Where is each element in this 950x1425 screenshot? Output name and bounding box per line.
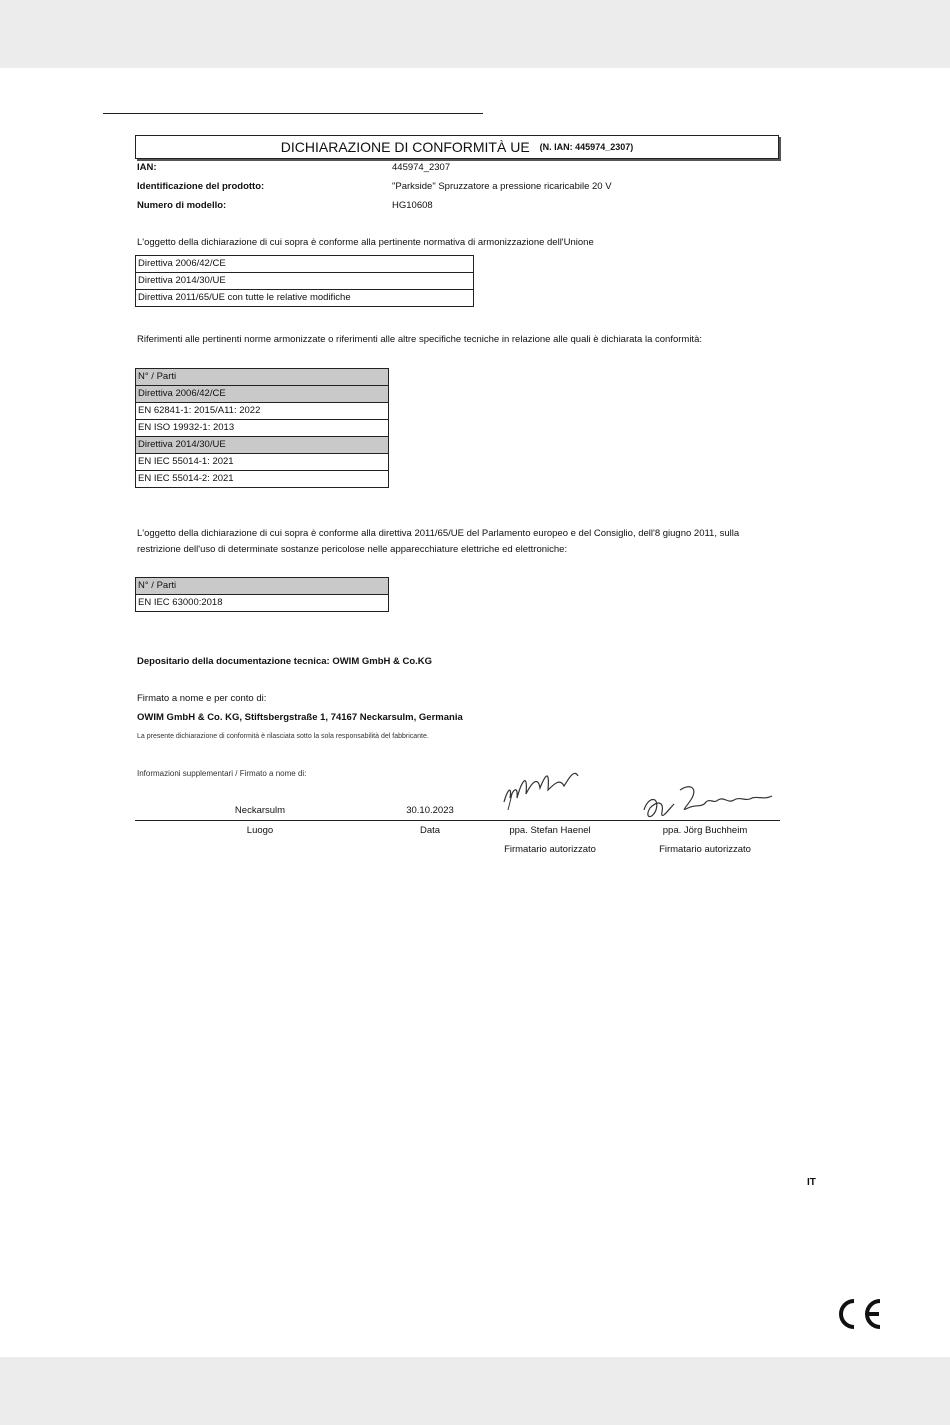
bottom-band <box>0 1357 950 1425</box>
table-cell: Direttiva 2006/42/CE <box>136 256 474 273</box>
language-code: IT <box>807 1177 816 1188</box>
declaration-title-box <box>135 135 779 159</box>
signer-1-role: Firmatario autorizzato <box>504 844 596 855</box>
date-label: Data <box>419 825 441 836</box>
signer-2-role: Firmatario autorizzato <box>659 844 751 855</box>
signer-2-name: ppa. Jörg Buchheim <box>662 825 748 836</box>
signature-2 <box>640 778 780 826</box>
table-row <box>136 437 389 454</box>
table-cell: Direttiva 2011/65/UE con tutte le relative modifiche <box>136 290 474 307</box>
product-id-label: Identificazione del prodotto: <box>137 181 265 192</box>
signature-line <box>135 820 780 821</box>
table-cell: N° / Parti <box>136 369 389 386</box>
table-row <box>136 256 474 273</box>
table-row <box>136 386 389 403</box>
table-row <box>136 369 389 386</box>
table-cell: N° / Parti <box>136 578 389 595</box>
standards-table <box>135 368 389 488</box>
additional-info-label: Informazioni supplementari / Firmato a nome di: <box>137 769 307 778</box>
declaration-title: DICHIARAZIONE DI CONFORMITÀ UE <box>280 139 530 155</box>
table-row <box>136 578 389 595</box>
table-cell: Direttiva 2014/30/UE <box>136 437 389 454</box>
table-row <box>136 454 389 471</box>
standards-intro-text: Riferimenti alle pertinenti norme armonizzate o riferimenti alle altre specifiche tecniche in relazione alle quali è dichiarata la conformità: <box>137 334 702 345</box>
table-cell: EN IEC 63000:2018 <box>136 595 389 612</box>
model-number-label: Numero di modello: <box>137 200 227 211</box>
ian-label: IAN: <box>137 162 157 173</box>
table-row <box>136 471 389 488</box>
responsibility-note: La presente dichiarazione di conformità è rilasciata sotto la sola responsabilità del fabbricante. <box>137 733 429 740</box>
top-rule <box>103 113 483 114</box>
rohs-intro-text: L'oggetto della dichiarazione di cui sopra è conforme alla direttiva 2011/65/UE del Parlamento europeo e del Consiglio, dell'8 giugno 2011, sulla restrizione dell'uso di determinate sostanze pericolose nelle apparecchiature elettriche ed elettroniche: <box>137 528 740 555</box>
declaration-ian-note: (N. IAN: 445974_2307) <box>539 142 634 152</box>
table-row <box>136 403 389 420</box>
table-row <box>136 420 389 437</box>
rohs-table <box>135 577 389 612</box>
directives-table <box>135 255 474 307</box>
top-band <box>0 0 950 68</box>
intro-conformity-text: L'oggetto della dichiarazione di cui sopra è conforme alla pertinente normativa di armonizzazione dell'Unione <box>137 237 594 248</box>
signer-1-name: ppa. Stefan Haenel <box>509 825 591 836</box>
ce-mark-icon <box>832 1297 884 1331</box>
table-cell: Direttiva 2006/42/CE <box>136 386 389 403</box>
table-row <box>136 273 474 290</box>
table-row <box>136 595 389 612</box>
signature-date: 30.10.2023 <box>406 805 454 816</box>
table-cell: EN ISO 19932-1: 2013 <box>136 420 389 437</box>
place-label: Luogo <box>246 825 274 836</box>
model-number-value: HG10608 <box>392 200 433 211</box>
table-cell: EN IEC 55014-2: 2021 <box>136 471 389 488</box>
signature-place: Neckarsulm <box>234 805 286 816</box>
company-address: OWIM GmbH & Co. KG, Stiftsbergstraße 1, 74167 Neckarsulm, Germania <box>137 712 463 723</box>
signed-for-label: Firmato a nome e per conto di: <box>137 693 267 704</box>
table-cell: EN 62841-1: 2015/A11: 2022 <box>136 403 389 420</box>
technical-depositary: Depositario della documentazione tecnica: OWIM GmbH & Co.KG <box>137 656 433 667</box>
signature-1 <box>498 758 588 810</box>
table-row <box>136 290 474 307</box>
table-cell: Direttiva 2014/30/UE <box>136 273 474 290</box>
ian-value: 445974_2307 <box>392 162 451 173</box>
product-id-value: "Parkside" Spruzzatore a pressione ricaricabile 20 V <box>392 181 612 192</box>
table-cell: EN IEC 55014-1: 2021 <box>136 454 389 471</box>
